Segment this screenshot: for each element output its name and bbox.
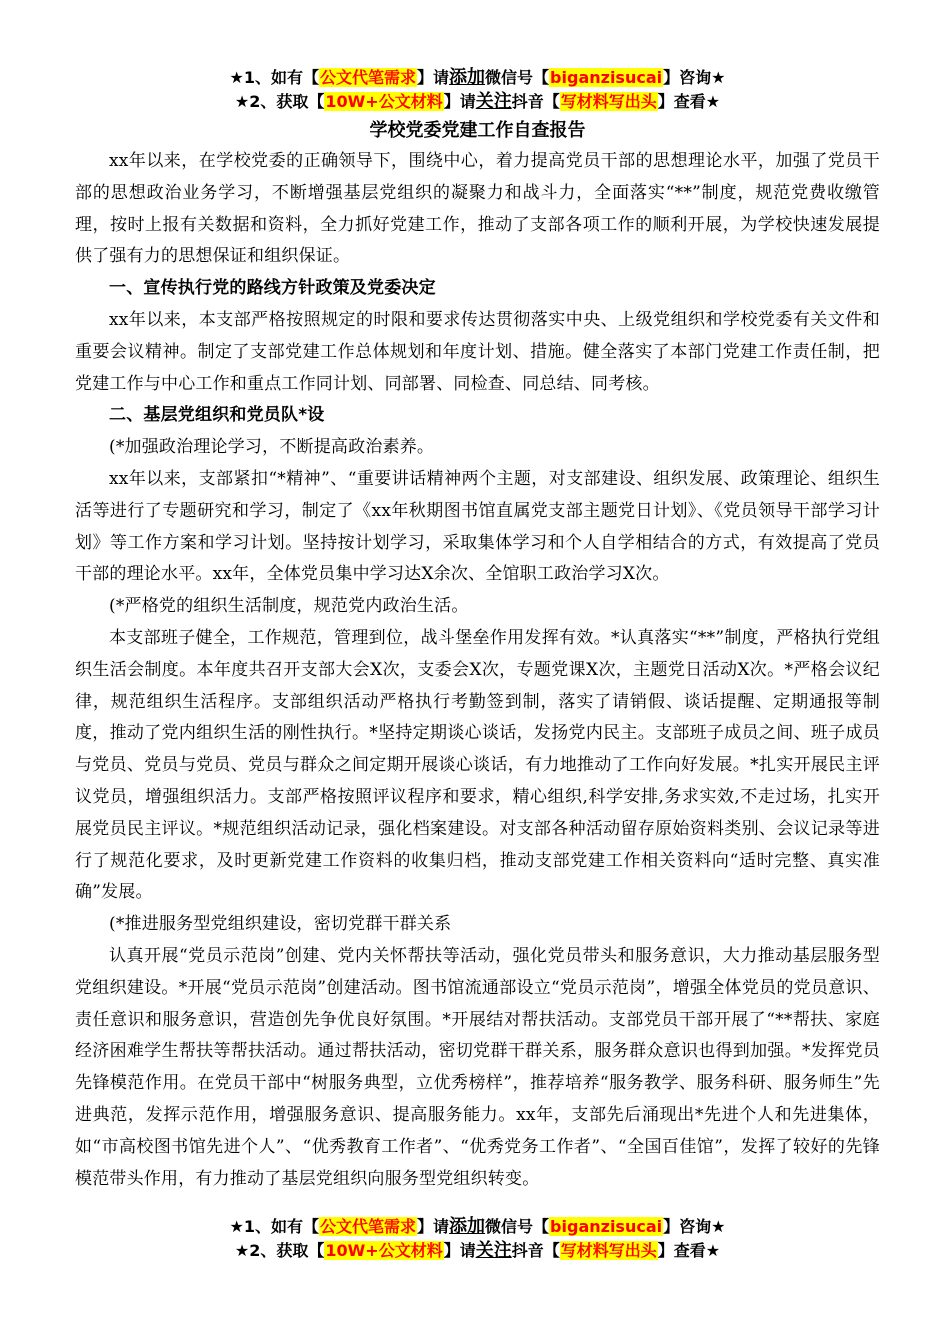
section-heading: 二、基层党组织和党员队*设 bbox=[109, 405, 325, 426]
banner-text: ★1、如有【 bbox=[229, 68, 319, 87]
underlined-text: 关注 bbox=[475, 1240, 512, 1261]
header-banner-line-1 bbox=[75, 66, 880, 90]
banner-text: ★2、获取【 bbox=[234, 92, 325, 111]
footer-banner bbox=[75, 1215, 880, 1263]
banner-text: 微信号【 bbox=[485, 1217, 550, 1236]
banner-text: 】咨询★ bbox=[663, 1217, 726, 1236]
subheading: (*推进服务型党组织建设，密切党群干群关系 bbox=[109, 914, 452, 935]
banner-text: 】查看★ bbox=[657, 1241, 721, 1260]
highlight-text: 公文代笔需求 bbox=[320, 1217, 417, 1236]
paragraph: 认真开展“党员示范岗”创建、党内关怀帮扶等活动，强化党员带头和服务意识，大力推动基层服务型党组织建设。*开展“党员示范岗”创建活动。图书馆流通部设立“党员示范岗”，增强全体党员的党员意识、责任意识和服务意识，营造创先争优良好氛围。*开展结对帮扶活动。支部党员干部开展了“**帮扶、家庭经济困难学生帮扶等帮扶活动。通过帮扶活动，密切党群干群关系，服务群众意识也得到加强。*发挥党员先锋模范作用。在党员干部中“树服务典型，立优秀榜样”，推荐培养“服务教学、服务科研、服务师生”先进典范，发挥示范作用，增强服务意识、提高服务能力。xx年，支部先后涌现出*先进个人和先进集体，如“市高校图书馆先进个人”、“优秀教育工作者”、“优秀党务工作者”、“全国百佳馆”，发挥了较好的先锋模范带头作用，有力推动了基层党组织向服务型党组织转变。 bbox=[75, 945, 880, 1189]
douyin-id: 写材料写出头 bbox=[560, 92, 657, 111]
paragraph: xx年以来，在学校党委的正确领导下，围绕中心，着力提高党员干部的思想理论水平，加强了党员干部的思想政治业务学习，不断增强基层党组织的凝聚力和战斗力，全面落实“**”制度，规范党费收缴管理，按时上报有关数据和资料，全力抓好党建工作，推动了支部各项工作的顺利开展，为学校快速发展提供了强有力的思想保证和组织保证。 bbox=[75, 151, 880, 267]
underlined-text: 添加 bbox=[449, 67, 486, 88]
footer-banner-line-2 bbox=[75, 1239, 880, 1263]
banner-text: ★1、如有【 bbox=[229, 1217, 319, 1236]
document-page bbox=[75, 66, 880, 1195]
banner-text: ★2、获取【 bbox=[234, 1241, 325, 1260]
banner-text: 抖音【 bbox=[511, 1241, 560, 1260]
wechat-id: biganzisucai bbox=[550, 1217, 663, 1236]
subheading: (*严格党的组织生活制度，规范党内政治生活。 bbox=[109, 596, 469, 617]
banner-text: 】查看★ bbox=[657, 92, 721, 111]
paragraph: xx年以来，支部紧扣“*精神”、“重要讲话精神两个主题，对支部建设、组织发展、政策理论、组织生活等进行了专题研究和学习，制定了《xx年秋期图书馆直属党支部主题党日计划》、《党员领导干部学习计划》等工作方案和学习计划。坚持按计划学习，采取集体学习和个人自学相结合的方式，有效提高了党员干部的理论水平。xx年，全体党员集中学习达X余次、全馆职工政治学习X次。 bbox=[75, 468, 880, 585]
wechat-id: biganzisucai bbox=[550, 68, 663, 87]
highlight-text: 10W+公文材料 bbox=[325, 1241, 443, 1260]
highlight-text: 公文代笔需求 bbox=[320, 68, 417, 87]
underlined-text: 关注 bbox=[475, 91, 512, 112]
banner-text: 微信号【 bbox=[485, 68, 550, 87]
banner-text: 】请 bbox=[443, 92, 476, 111]
banner-text: 】请 bbox=[443, 1241, 476, 1260]
header-banner-line-2 bbox=[75, 90, 880, 114]
section-heading: 一、宣传执行党的路线方针政策及党委决定 bbox=[109, 278, 436, 299]
banner-text: 】请 bbox=[417, 68, 450, 87]
highlight-text: 10W+公文材料 bbox=[325, 92, 443, 111]
footer-banner-line-1 bbox=[75, 1215, 880, 1239]
paragraph: xx年以来，本支部严格按照规定的时限和要求传达贯彻落实中央、上级党组织和学校党委有关文件和重要会议精神。制定了支部党建工作总体规划和年度计划、措施。健全落实了本部门党建工作责任制，把党建工作与中心工作和重点工作同计划、同部署、同检查、同总结、同考核。 bbox=[75, 309, 880, 394]
banner-text: 】咨询★ bbox=[663, 68, 726, 87]
underlined-text: 添加 bbox=[449, 1216, 486, 1237]
subheading: (*加强政治理论学习，不断提高政治素养。 bbox=[109, 437, 435, 458]
banner-text: 】请 bbox=[417, 1217, 450, 1236]
paragraph: 本支部班子健全，工作规范，管理到位，战斗堡垒作用发挥有效。*认真落实“**”制度，严格执行党组织生活会制度。本年度共召开支部大会X次，支委会X次，专题党课X次，主题党日活动X次。*严格会议纪律，规范组织生活程序。支部组织活动严格执行考勤签到制，落实了请销假、谈话提醒、定期通报等制度，推动了党内组织生活的刚性执行。*坚持定期谈心谈话，发扬党内民主。支部班子成员之间、班子成员与党员、党员与党员、党员与群众之间定期开展谈心谈话，有力地推动了工作向好发展。*扎实开展民主评议党员，增强组织活力。支部严格按照评议程序和要求，精心组织,科学安排,务求实效,不走过场，扎实开展党员民主评议。*规范组织活动记录，强化档案建设。对支部各种活动留存原始资料类别、会议记录等进行了规范化要求，及时更新党建工作资料的收集归档，推动支部党建工作相关资料向“适时完整、真实准确”发展。 bbox=[75, 627, 880, 903]
banner-text: 抖音【 bbox=[511, 92, 560, 111]
douyin-id: 写材料写出头 bbox=[560, 1241, 657, 1260]
document-title: 学校党委党建工作自查报告 bbox=[369, 120, 586, 141]
